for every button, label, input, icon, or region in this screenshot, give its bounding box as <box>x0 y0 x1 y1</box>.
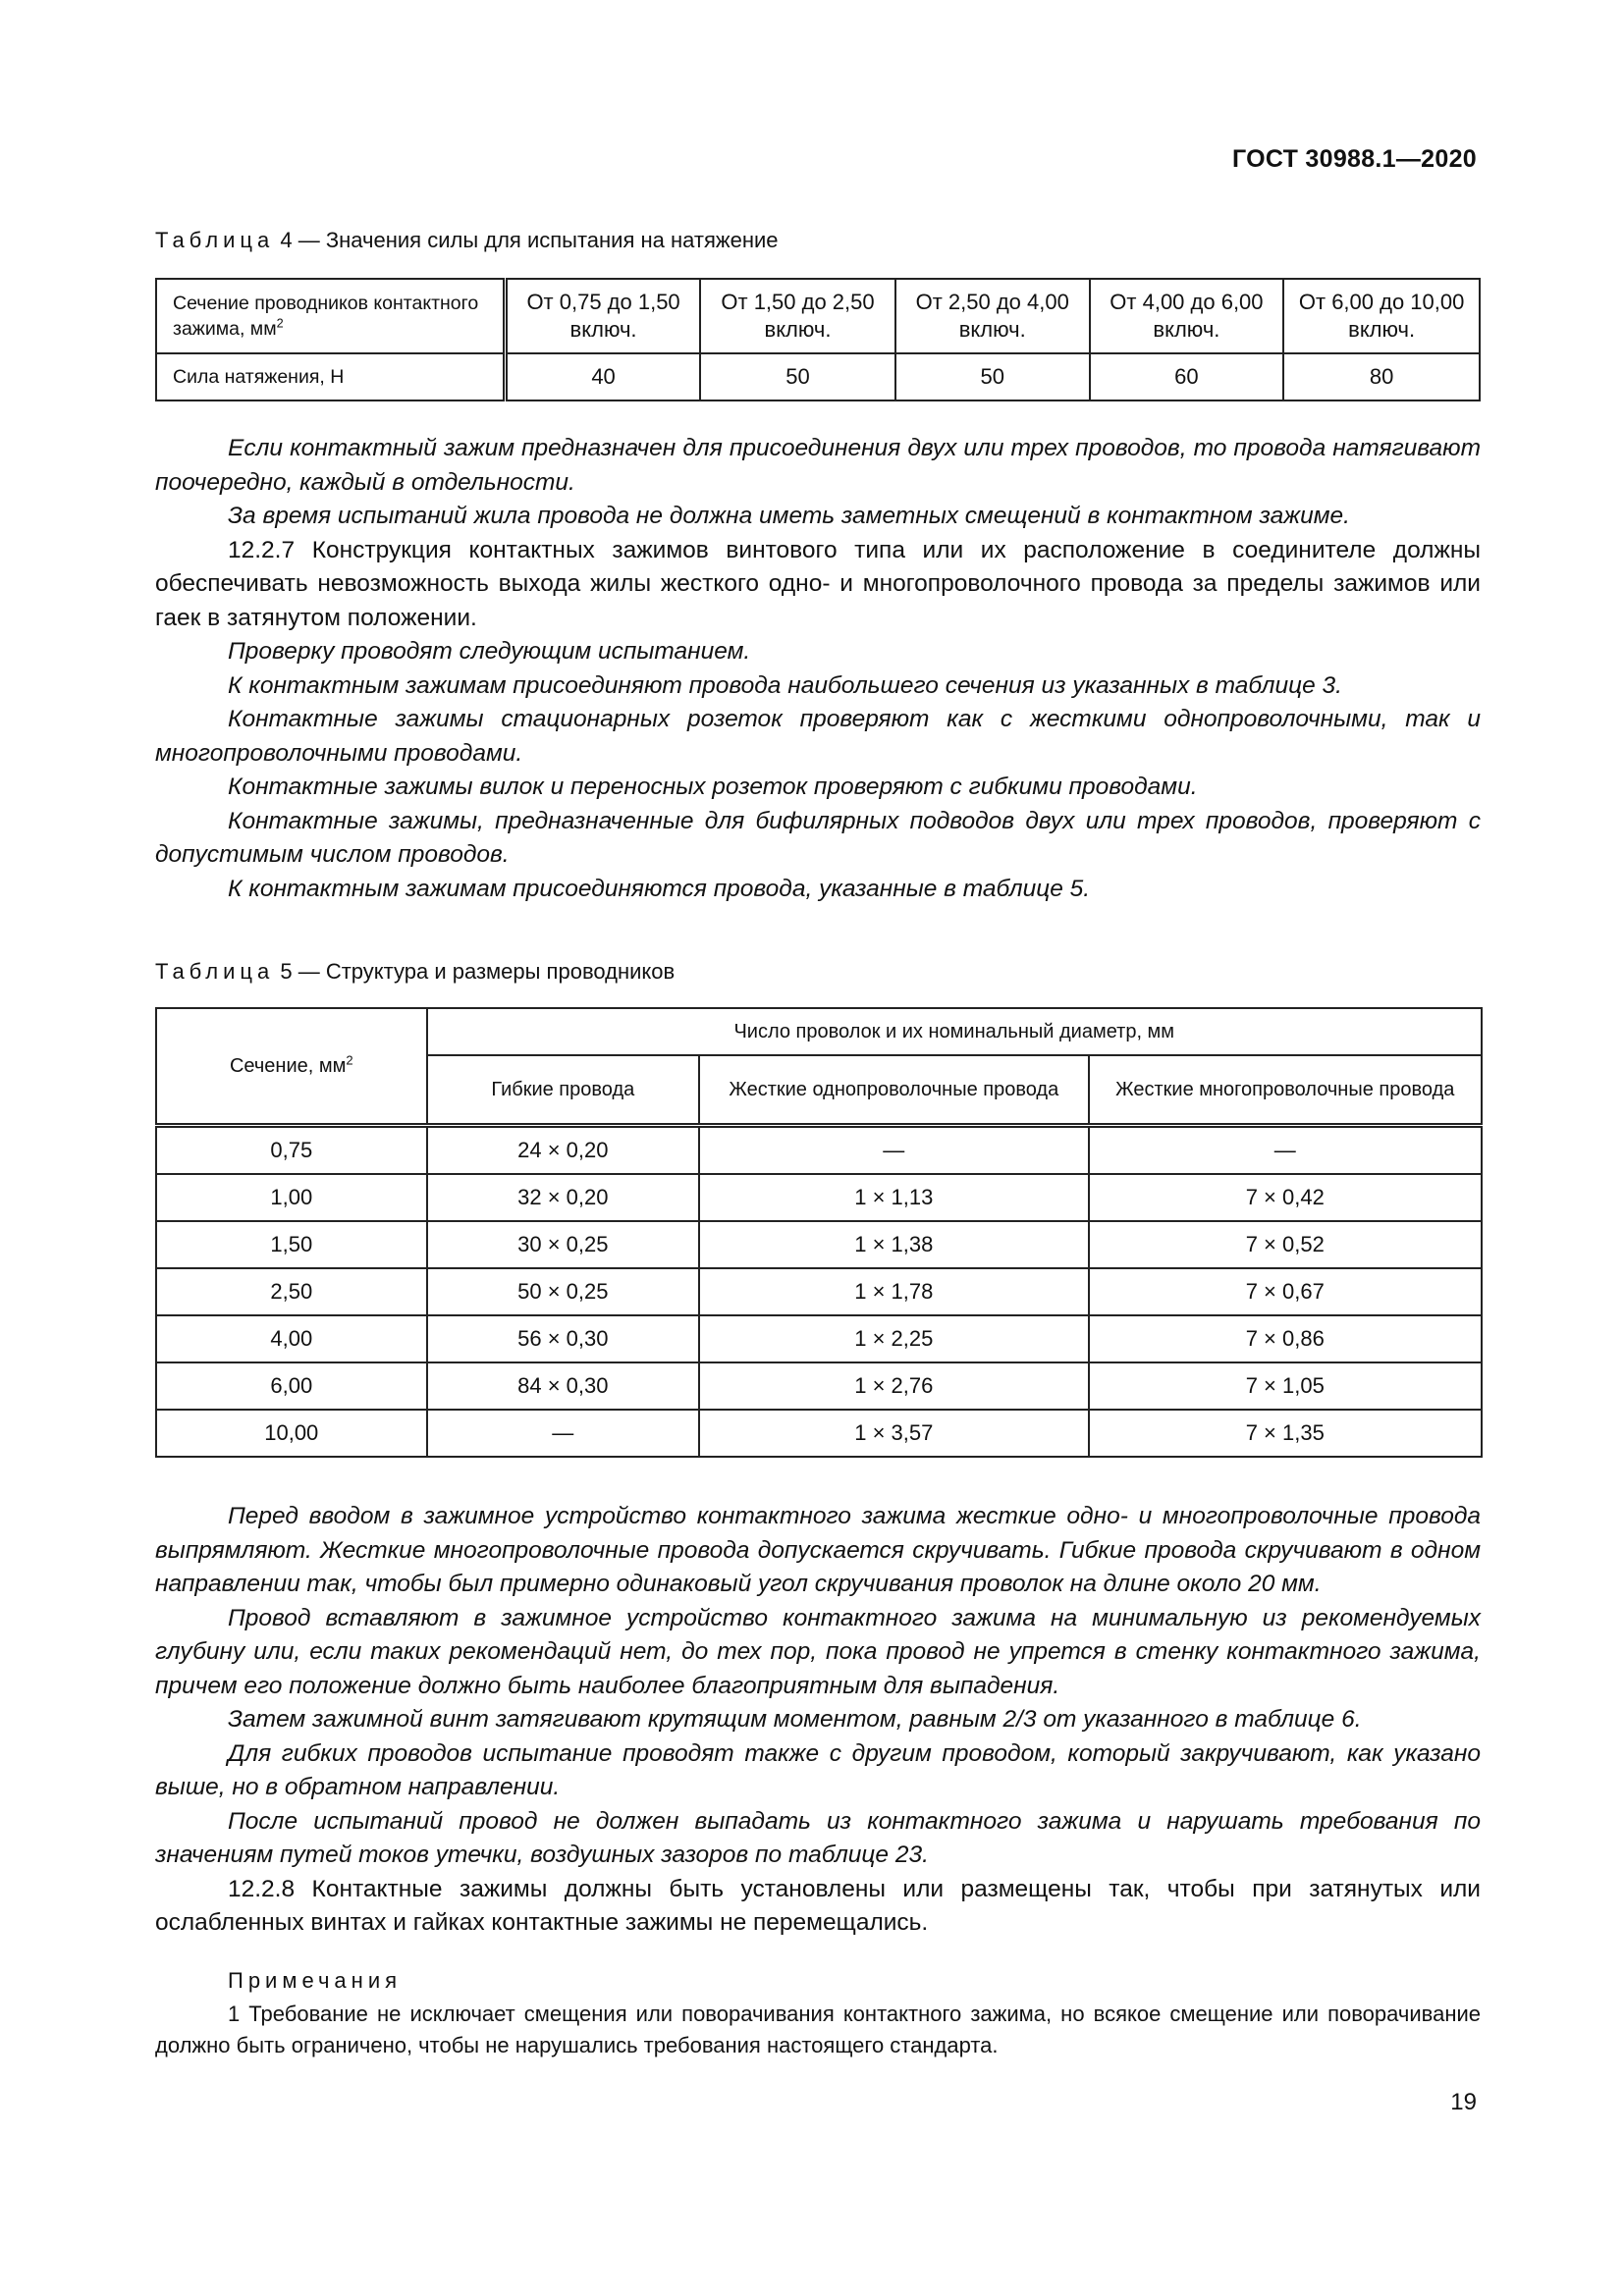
table-cell: 56 × 0,30 <box>427 1315 700 1362</box>
table-cell: 30 × 0,25 <box>427 1221 700 1268</box>
standard-header: ГОСТ 30988.1—2020 <box>1231 145 1477 173</box>
table5-col0-header: Сечение, $мм^2$ <box>156 1008 427 1126</box>
table-cell: 60 <box>1090 353 1284 400</box>
table-cell: 10,00 <box>156 1410 427 1457</box>
table-row <box>156 1126 1482 1175</box>
paragraph: Перед вводом в зажимное устройство контактного зажима жесткие одно- и многопроволочные провода выпрямляют. Жесткие многопроволочные провода допускается скручивать. Гибкие провода скручивают в одном направлении так, чтобы был примерно одинаковый угол скручивания проволок на длине около 20 мм. <box>155 1503 1481 1597</box>
table5-subheader: Жесткие однопроволочные провода <box>699 1055 1088 1126</box>
table-cell: 1 × 2,76 <box>699 1362 1088 1410</box>
paragraph: Проверку проводят следующим испытанием. <box>228 638 751 665</box>
table-cell: 1,50 <box>156 1221 427 1268</box>
table4-row1-label: Сечение проводников контактного зажима, $мм^2$ <box>156 279 505 353</box>
table-cell: 32 × 0,20 <box>427 1174 700 1221</box>
table-cell: — <box>427 1410 700 1457</box>
table-cell: 7 × 0,67 <box>1089 1268 1482 1315</box>
table-cell: — <box>699 1126 1088 1175</box>
table-cell: 50 × 0,25 <box>427 1268 700 1315</box>
table4 <box>155 278 1481 401</box>
table-cell: 84 × 0,30 <box>427 1362 700 1410</box>
paragraph: После испытаний провод не должен выпадать из контактного зажима и нарушать требования по значениям путей токов утечки, воздушных зазоров по таблице 23. <box>155 1807 1481 1868</box>
table-row <box>156 1268 1482 1315</box>
table-row <box>156 353 1480 400</box>
table-row <box>156 1410 1482 1457</box>
table5-subheader: Гибкие провода <box>427 1055 700 1126</box>
paragraph: Контактные зажимы, предназначенные для бифилярных подводов двух или трех проводов, проверяют с допустимым числом проводов. <box>155 807 1481 868</box>
paragraph: К контактным зажимам присоединяют провода наибольшего сечения из указанных в таблице 3. <box>228 671 1342 699</box>
table-header-row <box>156 1008 1482 1055</box>
table-cell: 7 × 0,86 <box>1089 1315 1482 1362</box>
text-block-2 <box>155 1500 1481 1941</box>
table-cell: 1 × 1,13 <box>699 1174 1088 1221</box>
table-cell: 1 × 1,78 <box>699 1268 1088 1315</box>
clause-12-2-8: 12.2.8 Контактные зажимы должны быть установлены или размещены так, чтобы при затянутых или ослабленных винтах и гайках контактные зажимы не перемещались. <box>155 1875 1481 1936</box>
table4-caption-word: Таблица <box>155 228 275 252</box>
table4-caption <box>155 228 779 253</box>
paragraph: За время испытаний жила провода не должна иметь заметных смещений в контактном зажиме. <box>228 503 1350 529</box>
table5-caption-word: Таблица <box>155 959 275 984</box>
table-cell: 1 × 1,38 <box>699 1221 1088 1268</box>
table-cell: — <box>1089 1126 1482 1175</box>
table-row <box>156 1174 1482 1221</box>
paragraph: Контактные зажимы вилок и переносных розеток проверяют с гибкими проводами. <box>228 774 1198 800</box>
table-row <box>156 279 1480 353</box>
table-cell: От 4,00 до 6,00 включ. <box>1090 279 1284 353</box>
table-cell: От 0,75 до 1,50 включ. <box>505 279 700 353</box>
table-cell: 7 × 1,35 <box>1089 1410 1482 1457</box>
table-cell: 6,00 <box>156 1362 427 1410</box>
table-cell: 4,00 <box>156 1315 427 1362</box>
table-cell: 1,00 <box>156 1174 427 1221</box>
table-cell: 24 × 0,20 <box>427 1126 700 1175</box>
table4-row2-label: Сила натяжения, Н <box>156 353 505 400</box>
table5-subheader: Жесткие многопроволочные провода <box>1089 1055 1482 1126</box>
table-cell: 50 <box>700 353 895 400</box>
table-row <box>156 1315 1482 1362</box>
table-cell: От 1,50 до 2,50 включ. <box>700 279 895 353</box>
page-number: 19 <box>1450 2089 1477 2115</box>
paragraph: Для гибких проводов испытание проводят также с другим проводом, который закручивают, как указано выше, но в обратном направлении. <box>155 1739 1481 1800</box>
table-cell: 7 × 1,05 <box>1089 1362 1482 1410</box>
table5-caption-text: 5 — Структура и размеры проводников <box>274 959 676 984</box>
table-cell: От 6,00 до 10,00 включ. <box>1283 279 1480 353</box>
table-row <box>156 1221 1482 1268</box>
table-cell: 2,50 <box>156 1268 427 1315</box>
table-cell: 1 × 2,25 <box>699 1315 1088 1362</box>
note-item: 1 Требование не исключает смещения или поворачивания контактного зажима, но всякое смещение или поворачивание должно быть ограничено, чтобы не нарушались требования настоящего стандарта. <box>155 2002 1481 2057</box>
table-cell: 50 <box>895 353 1090 400</box>
table4-caption-text: 4 — Значения силы для испытания на натяжение <box>274 228 779 252</box>
table-cell: 7 × 0,52 <box>1089 1221 1482 1268</box>
table-cell: От 2,50 до 4,00 включ. <box>895 279 1090 353</box>
table-cell: 7 × 0,42 <box>1089 1174 1482 1221</box>
table5-caption <box>155 959 675 985</box>
table-cell: 80 <box>1283 353 1480 400</box>
table-cell: 0,75 <box>156 1126 427 1175</box>
paragraph: Контактные зажимы стационарных розеток проверяют как с жесткими однопроволочными, так и многопроволочными проводами. <box>155 706 1481 767</box>
table5-group-header: Число проволок и их номинальный диаметр, мм <box>427 1008 1482 1055</box>
table-cell: 1 × 3,57 <box>699 1410 1088 1457</box>
notes-block <box>155 1999 1481 2061</box>
paragraph: Затем зажимной винт затягивают крутящим моментом, равным 2/3 от указанного в таблице 6. <box>228 1706 1362 1733</box>
clause-12-2-7: 12.2.7 Конструкция контактных зажимов винтового типа или их расположение в соединителе должны обеспечивать невозможность выхода жилы жесткого одно- и многопроволочного провода за пределы зажимов или гаек в затянутом положении. <box>155 536 1481 631</box>
table-cell: 40 <box>505 353 700 400</box>
table-row <box>156 1362 1482 1410</box>
paragraph: Провод вставляют в зажимное устройство контактного зажима на минимальную из рекомендуемых глубину или, если таких рекомендаций нет, до тех пор, пока провод не упрется в стенку контактного зажима, причем его положение должно быть наиболее благоприятным для выпадения. <box>155 1604 1481 1699</box>
text-block-1 <box>155 432 1481 906</box>
table5 <box>155 1007 1483 1458</box>
notes-title: Примечания <box>228 1968 403 1993</box>
paragraph: Если контактный зажим предназначен для присоединения двух или трех проводов, то провода натягивают поочередно, каждый в отдельности. <box>155 435 1481 496</box>
paragraph: К контактным зажимам присоединяются провода, указанные в таблице 5. <box>228 875 1091 902</box>
